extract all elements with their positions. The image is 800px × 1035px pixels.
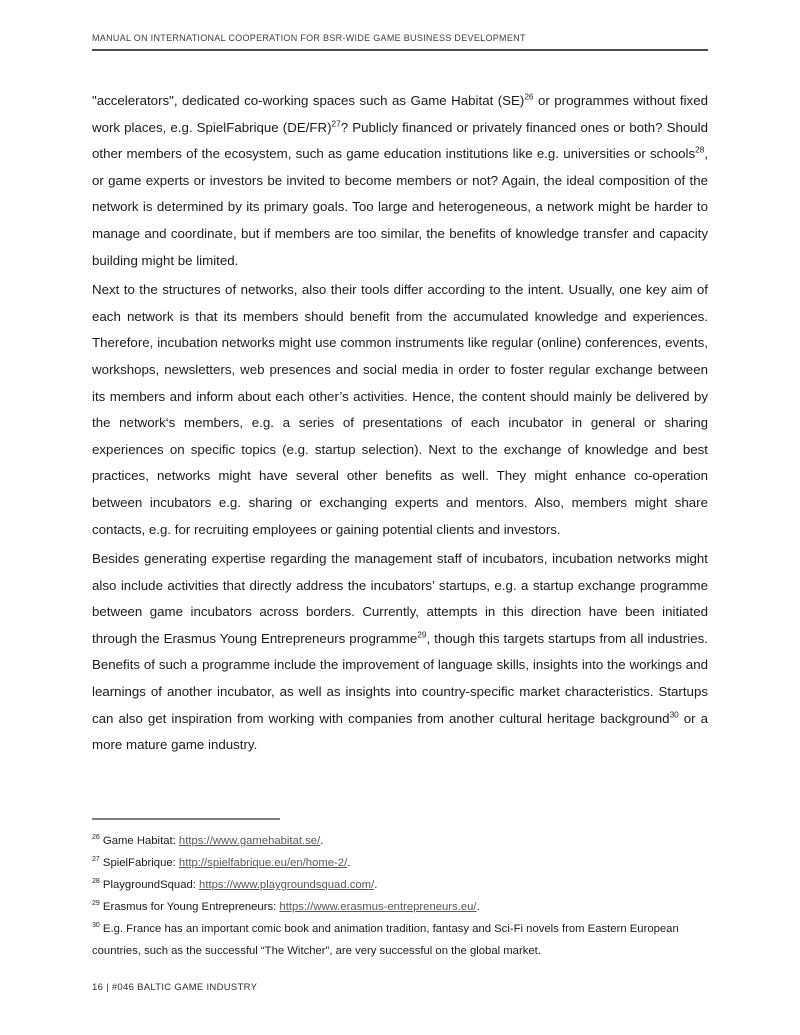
footnote-marker: 26 — [524, 92, 534, 102]
footnote-30: $^{30}$ E.g. France has an important comic book and animation tradition, fantasy and Sci-Fi novels from Eastern European countries, such as the successful “The Witcher”, are very successful on the global market. — [92, 922, 679, 957]
footnote-29: $^{29}$ Erasmus for Young Entrepreneurs: https://www.erasmus-entrepreneurs.eu/. — [92, 900, 480, 913]
footnote-marker: 27 — [92, 856, 100, 864]
paragraph-accelerators: "accelerators", dedicated co-working spaces such as Game Habitat (SE)$^{26}$ or programmes without fixed work places, e.g. SpielFabrique $(DE/FR)^{27}$? Publicly financed or privately financed ones or both? Should other members of the ecosystem, such as game education institutions like e.g. universities or schools$^{28}$, or game experts or investors be invited to become members or not? Again, the ideal composition of the network is determined by its primary goals. Too large and heterogeneous, a network might be harder to manage and coordinate, but if members are too similar, the benefits of knowledge transfer and capacity building might be limited. — [92, 92, 708, 268]
paragraph-network-tools: Next to the structures of networks, also their tools differ according to the intent. Usually, one key aim of each network is that its members should benefit from the accumulated knowledge and experiences. Therefore, incubation networks might use common instruments like regular (online) conferences, events, workshops, newsletters, web presences and social media in order to foster regular exchange between its members and inform about each other’s activities. Hence, the content should mainly be delivered by the network‘s members, e.g. a series of presentations of each incubator in general or sharing experiences on specific topics (e.g. startup selection). Next to the exchange of knowledge and best practices, networks might have several other benefits as well. They might enhance co-operation between incubators e.g. sharing or exchanging experts and mentors. Also, members might share contacts, e.g. for recruiting employees or gaining potential clients and investors. — [92, 282, 708, 537]
page-footer — [92, 982, 257, 993]
footnote-marker: 29 — [92, 900, 100, 908]
paragraph-startup-exchange: Besides generating expertise regarding the management staff of incubators, incubation networks might also include activities that directly address the incubators’ startups, e.g. a startup exchange programme between game incubators across borders. Currently, attempts in this direction have been initiated through the Erasmus Young Entrepreneurs programme$^{29}$, though this targets startups from all industries. Benefits of such a programme include the improvement of language skills, insights into the workings and learnings of another incubator, as well as insights into country-specific market characteristics. Startups can also get inspiration from working with companies from another cultural heritage background$^{30}$ or a more mature game industry. — [92, 551, 708, 753]
footnote-marker: 28 — [92, 878, 100, 886]
footnote-marker: 30 — [669, 710, 679, 720]
footnote-28: $^{28}$ PlaygroundSquad: https://www.playgroundsquad.com/. — [92, 878, 378, 891]
running-header: MANUAL ON INTERNATIONAL COOPERATION FOR BSR-WIDE GAME BUSINESS DEVELOPMENT — [92, 33, 526, 43]
footnote-marker: 28 — [695, 145, 705, 155]
header-rule — [92, 49, 708, 51]
footnote-marker: 26 — [92, 834, 100, 842]
footnotes-section — [92, 818, 708, 962]
hyperlink[interactable]: https://www.gamehabitat.se/ — [178, 835, 321, 847]
footnote-27: $^{27}$ SpielFabrique: http://spielfabrique.eu/en/home-2/. — [92, 856, 351, 869]
page-number-and-title: 16 | #046 BALTIC GAME INDUSTRY — [92, 982, 258, 993]
footnote-26: $^{26}$ Game Habitat: https://www.gamehabitat.se/. — [92, 834, 324, 847]
footnote-marker: 30 — [92, 922, 100, 930]
footnote-separator — [92, 818, 280, 820]
body-text — [92, 88, 708, 762]
hyperlink[interactable]: https://www.playgroundsquad.com/ — [199, 879, 375, 891]
footnote-marker: 27 — [331, 119, 341, 129]
footnote-marker: 29 — [417, 630, 427, 640]
hyperlink[interactable]: http://spielfabrique.eu/en/home-2/ — [178, 857, 348, 869]
hyperlink[interactable]: https://www.erasmus-entrepreneurs.eu/ — [279, 901, 477, 913]
